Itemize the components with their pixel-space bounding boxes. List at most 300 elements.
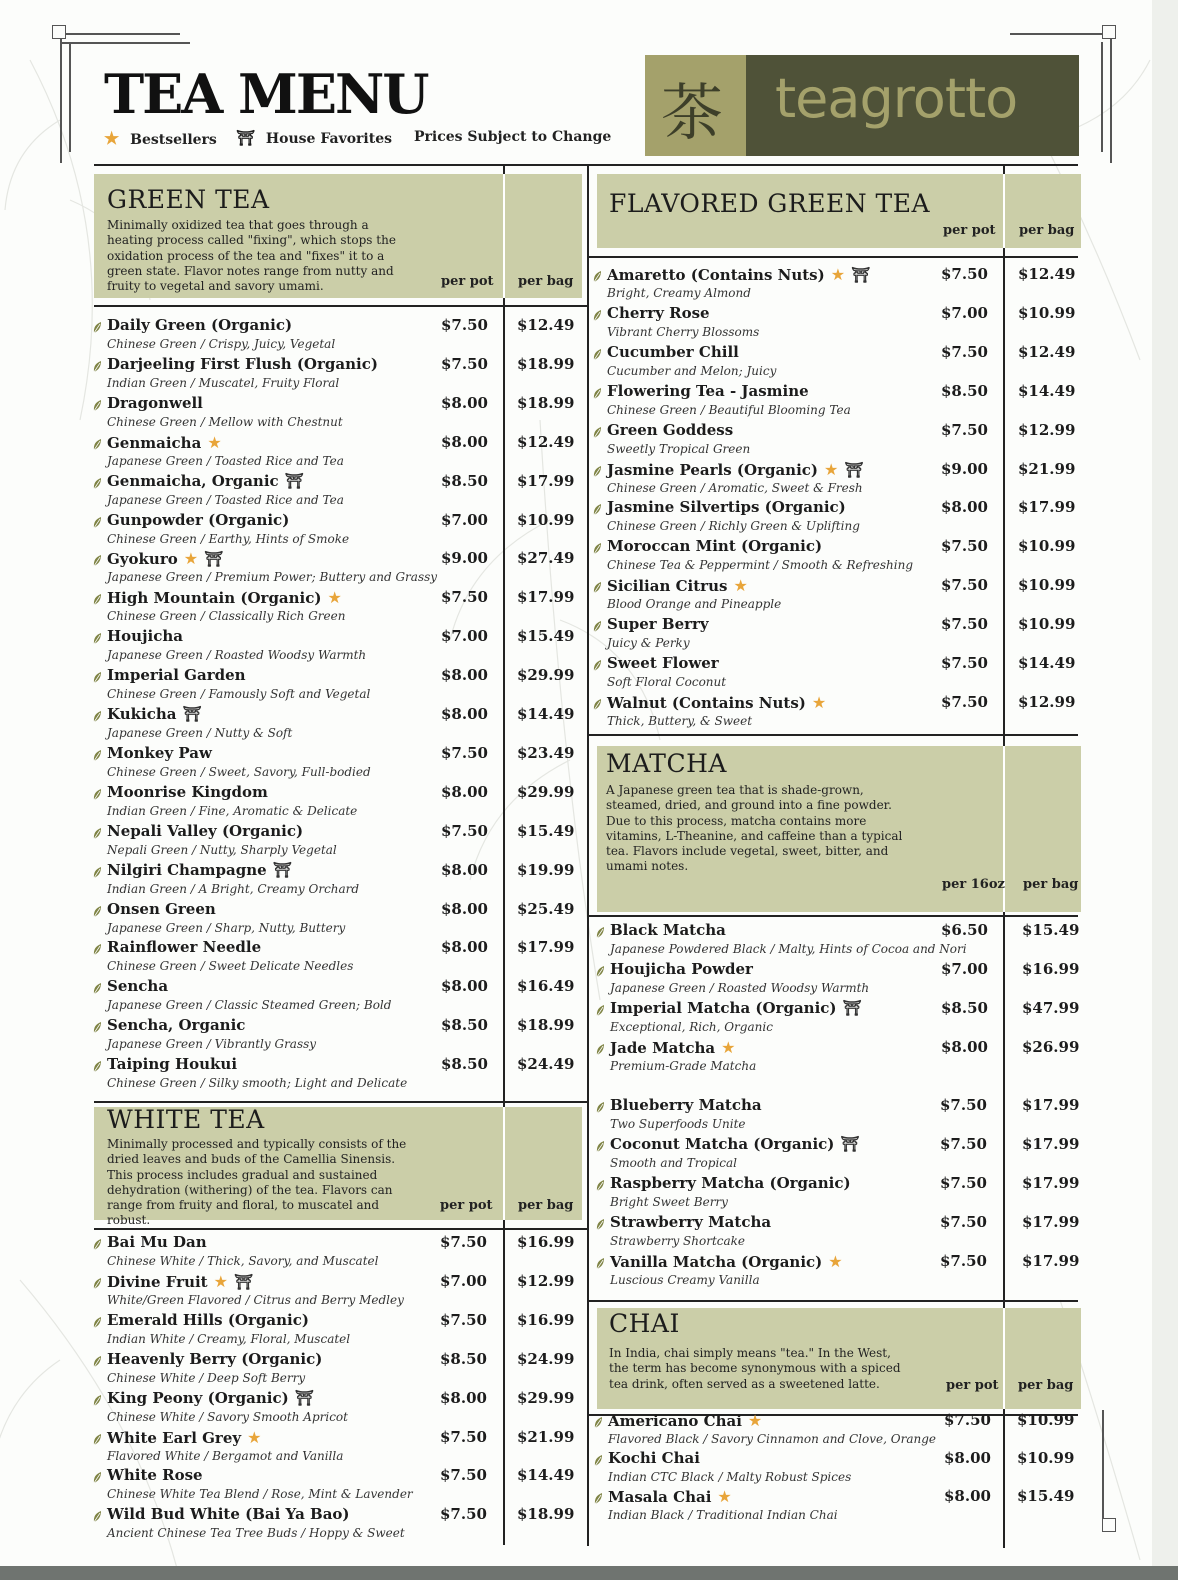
leaf-bullet-icon xyxy=(594,1490,603,1503)
leaf-bullet-icon xyxy=(593,346,602,359)
price-per-pot: $7.00 xyxy=(941,960,988,978)
price-per-bag: $17.99 xyxy=(1018,498,1076,516)
menu-item-description: Flavored Black / Savory Cinnamon and Clove, Orange xyxy=(608,1432,936,1446)
bestseller-star-icon: ★ xyxy=(247,1428,262,1447)
price-per-bag: $10.99 xyxy=(1018,576,1076,594)
price-per-bag: $23.49 xyxy=(517,744,575,762)
leaf-bullet-icon xyxy=(93,552,102,565)
bestseller-star-icon: ★ xyxy=(327,588,342,607)
price-per-pot: $7.00 xyxy=(440,1272,487,1290)
leaf-bullet-icon xyxy=(596,1138,605,1151)
menu-item-name: Wild Bud White (Bai Ya Bao) xyxy=(107,1505,350,1523)
center-divider xyxy=(587,164,589,1546)
menu-item-description: Japanese Powdered Black / Malty, Hints of Cocoa and Nori xyxy=(610,942,967,956)
leaf-bullet-icon xyxy=(596,1216,605,1229)
menu-item-name: Coconut Matcha (Organic) ⛩ xyxy=(610,1135,860,1153)
price-per-pot: $7.50 xyxy=(940,1213,987,1231)
legend-bestsellers: ★ Bestsellers xyxy=(104,129,217,149)
logo-tea-glyph-box xyxy=(645,55,746,156)
house-favorite-gate-icon: ⛩ xyxy=(851,266,871,284)
price-per-pot: $8.00 xyxy=(944,1449,991,1467)
leaf-bullet-icon xyxy=(93,475,102,488)
price-per-bag: $12.99 xyxy=(1018,693,1076,711)
menu-item-name: Genmaicha ★ xyxy=(107,433,222,452)
menu-item-description: Japanese Green / Roasted Woodsy Warmth xyxy=(107,648,367,662)
menu-item-description: Chinese Green / Sweet Delicate Needles xyxy=(107,959,354,973)
menu-item-name: Blueberry Matcha xyxy=(610,1096,762,1114)
price-per-pot: $8.50 xyxy=(441,1055,488,1073)
price-per-pot: $8.00 xyxy=(944,1487,991,1505)
menu-item-description: Indian Black / Traditional Indian Chai xyxy=(608,1508,838,1522)
menu-item-description: Smooth and Tropical xyxy=(610,1156,737,1170)
price-per-pot: $7.50 xyxy=(941,576,988,594)
menu-item-description: Exceptional, Rich, Organic xyxy=(610,1020,773,1034)
leaf-bullet-icon xyxy=(593,424,602,437)
price-per-pot: $8.50 xyxy=(441,472,488,490)
price-per-pot: $7.50 xyxy=(941,343,988,361)
header-divider xyxy=(94,164,1078,166)
price-per-bag: $12.99 xyxy=(1018,421,1076,439)
menu-item-name: Super Berry xyxy=(607,615,709,633)
menu-item-description: Sweetly Tropical Green xyxy=(607,442,751,456)
price-per-bag: $12.49 xyxy=(517,433,575,451)
leaf-bullet-icon xyxy=(93,1431,102,1444)
menu-item-name: Kukicha ⛩ xyxy=(107,705,202,723)
leaf-bullet-icon xyxy=(593,696,602,709)
menu-item-name: King Peony (Organic) ⛩ xyxy=(107,1389,314,1407)
white-tea-description: Minimally processed and typically consists of the dried leaves and buds of the Camellia Sinensis. This process includes gradual and sustained dehydration (withering) of the tea. Flavors can range from fruity and floral, to muscatel and robust. xyxy=(107,1137,407,1228)
menu-item-name: Daily Green (Organic) xyxy=(107,316,293,334)
leaf-bullet-icon xyxy=(93,1392,102,1405)
price-per-bag: $24.49 xyxy=(517,1055,575,1073)
menu-item-name: White Earl Grey ★ xyxy=(107,1428,262,1447)
legend-house-favorites: ⛩ House Favorites xyxy=(236,129,392,147)
menu-item-description: Bright Sweet Berry xyxy=(610,1195,728,1209)
price-per-pot: $7.50 xyxy=(441,822,488,840)
menu-item-description: Soft Floral Coconut xyxy=(607,675,727,689)
price-per-pot: $7.50 xyxy=(940,1174,987,1192)
menu-item-name: Sencha xyxy=(107,977,169,995)
price-per-pot: $9.00 xyxy=(441,549,488,567)
house-favorite-gate-icon: ⛩ xyxy=(272,861,292,879)
matcha-title: MATCHA xyxy=(606,749,727,778)
menu-item-name: Gyokuro ★ ⛩ xyxy=(107,549,224,568)
flavored-col-bag: per bag xyxy=(1019,223,1075,238)
menu-item-name: Masala Chai ★ xyxy=(608,1487,732,1506)
menu-item-name: Imperial Matcha (Organic) ⛩ xyxy=(610,999,862,1017)
chai-top-rule xyxy=(588,1300,1078,1302)
page-edge xyxy=(1152,0,1178,1580)
leaf-bullet-icon xyxy=(596,963,605,976)
flavored-header-split xyxy=(1003,174,1005,248)
leaf-bullet-icon xyxy=(594,1414,603,1427)
leaf-bullet-icon xyxy=(593,540,602,553)
price-per-bag: $10.99 xyxy=(1017,1449,1075,1467)
price-per-pot: $8.00 xyxy=(441,666,488,684)
menu-item-description: Chinese Green / Earthy, Hints of Smoke xyxy=(107,532,350,546)
bestseller-star-icon: ★ xyxy=(213,1272,228,1291)
bestseller-star-icon: ★ xyxy=(824,460,839,479)
price-per-pot: $8.00 xyxy=(441,861,488,879)
leaf-bullet-icon xyxy=(596,1002,605,1015)
house-favorite-gate-icon: ⛩ xyxy=(204,550,224,568)
menu-item-name: Flowering Tea - Jasmine xyxy=(607,382,809,400)
menu-item-name: Taiping Houkui xyxy=(107,1055,238,1073)
price-per-bag: $29.99 xyxy=(517,1389,575,1407)
price-per-bag: $24.99 xyxy=(517,1350,575,1368)
menu-item-description: Strawberry Shortcake xyxy=(610,1234,746,1248)
leaf-bullet-icon xyxy=(93,358,102,371)
leaf-bullet-icon xyxy=(93,669,102,682)
leaf-bullet-icon xyxy=(593,307,602,320)
menu-item-name: Kochi Chai xyxy=(608,1449,700,1467)
menu-item-name: Sencha, Organic xyxy=(107,1016,246,1034)
chai-col-bag: per bag xyxy=(1018,1378,1074,1393)
price-per-pot: $8.50 xyxy=(941,382,988,400)
price-per-bag: $10.99 xyxy=(1017,1411,1075,1429)
leaf-bullet-icon xyxy=(93,864,102,877)
white-header-split xyxy=(503,1107,505,1220)
leaf-bullet-icon xyxy=(93,708,102,721)
menu-item-description: Thick, Buttery, & Sweet xyxy=(607,714,753,728)
leaf-bullet-icon xyxy=(93,436,102,449)
price-per-bag: $18.99 xyxy=(517,1505,575,1523)
bestseller-star-icon: ★ xyxy=(733,576,748,595)
price-per-pot: $8.00 xyxy=(441,977,488,995)
leaf-bullet-icon xyxy=(93,1353,102,1366)
chai-col-pot: per pot xyxy=(946,1378,999,1393)
menu-item-description: Luscious Creamy Vanilla xyxy=(610,1273,760,1287)
bestseller-star-icon: ★ xyxy=(207,433,222,452)
menu-item-description: Chinese Green / Mellow with Chestnut xyxy=(107,415,343,429)
menu-item-name: Bai Mu Dan xyxy=(107,1233,207,1251)
menu-item-description: Juicy & Perky xyxy=(607,636,690,650)
flavored-column-divider xyxy=(1003,164,1005,734)
price-per-bag: $18.99 xyxy=(517,1016,575,1034)
menu-item-name: Amaretto (Contains Nuts) ★ ⛩ xyxy=(607,265,871,284)
menu-item-description: Chinese Tea & Peppermint / Smooth & Refreshing xyxy=(607,558,914,572)
menu-item-description: Japanese Green / Nutty & Soft xyxy=(107,726,293,740)
menu-item-name: High Mountain (Organic) ★ xyxy=(107,588,342,607)
menu-item-name: Americano Chai ★ xyxy=(608,1411,763,1430)
leaf-bullet-icon xyxy=(93,514,102,527)
menu-item-description: Japanese Green / Toasted Rice and Tea xyxy=(107,454,344,468)
price-per-bag: $18.99 xyxy=(517,394,575,412)
menu-item-description: Japanese Green / Vibrantly Grassy xyxy=(107,1037,317,1051)
menu-item-name: Heavenly Berry (Organic) xyxy=(107,1350,323,1368)
price-per-pot: $7.50 xyxy=(941,421,988,439)
price-per-pot: $8.00 xyxy=(941,498,988,516)
price-per-bag: $21.99 xyxy=(1018,460,1076,478)
menu-item-name: Raspberry Matcha (Organic) xyxy=(610,1174,851,1192)
leaf-bullet-icon xyxy=(93,825,102,838)
price-per-bag: $21.99 xyxy=(517,1428,575,1446)
price-per-bag: $12.49 xyxy=(1018,265,1076,283)
green-tea-header-rule xyxy=(94,305,588,307)
tea-character-icon: 茶 xyxy=(661,76,724,149)
menu-item-description: Chinese Green / Sweet, Savory, Full-bodied xyxy=(107,765,371,779)
menu-item-description: Nepali Green / Nutty, Sharply Vegetal xyxy=(107,843,337,857)
menu-item-name: Strawberry Matcha xyxy=(610,1213,772,1231)
menu-item-description: Chinese White / Thick, Savory, and Muscatel xyxy=(107,1254,379,1268)
price-per-bag: $47.99 xyxy=(1022,999,1080,1017)
price-per-pot: $7.50 xyxy=(940,1096,987,1114)
house-favorite-gate-icon: ⛩ xyxy=(842,999,862,1017)
menu-item-description: Cucumber and Melon; Juicy xyxy=(607,364,777,378)
price-per-bag: $17.99 xyxy=(1022,1096,1080,1114)
menu-item-name: Vanilla Matcha (Organic) ★ xyxy=(610,1252,843,1271)
price-per-pot: $8.00 xyxy=(441,394,488,412)
leaf-bullet-icon xyxy=(93,980,102,993)
menu-item-name: Onsen Green xyxy=(107,900,216,918)
leaf-bullet-icon xyxy=(593,463,602,476)
flavored-header-rule xyxy=(588,256,1078,258)
price-per-bag: $26.99 xyxy=(1022,1038,1080,1056)
price-per-pot: $7.50 xyxy=(440,1233,487,1251)
green-tea-title: GREEN TEA xyxy=(107,185,270,214)
price-per-bag: $17.99 xyxy=(517,938,575,956)
price-per-bag: $17.99 xyxy=(1022,1213,1080,1231)
green-tea-col-pot: per pot xyxy=(441,274,494,289)
menu-item-name: Imperial Garden xyxy=(107,666,246,684)
menu-item-description: White/Green Flavored / Citrus and Berry Medley xyxy=(107,1293,404,1307)
price-per-bag: $15.49 xyxy=(517,822,575,840)
menu-item-description: Two Superfoods Unite xyxy=(610,1117,746,1131)
price-per-pot: $8.00 xyxy=(941,1038,988,1056)
price-per-pot: $8.00 xyxy=(441,433,488,451)
price-per-bag: $15.49 xyxy=(1022,921,1080,939)
house-favorite-gate-icon: ⛩ xyxy=(182,705,202,723)
menu-item-description: Chinese White / Deep Soft Berry xyxy=(107,1371,306,1385)
menu-item-description: Japanese Green / Roasted Woodsy Warmth xyxy=(610,981,870,995)
menu-item-description: Chinese Green / Crispy, Juicy, Vegetal xyxy=(107,337,336,351)
flavored-col-pot: per pot xyxy=(943,223,996,238)
price-per-bag: $10.99 xyxy=(517,511,575,529)
menu-item-name: Nilgiri Champagne ⛩ xyxy=(107,861,292,879)
price-per-bag: $15.49 xyxy=(1017,1487,1075,1505)
leaf-bullet-icon xyxy=(596,1099,605,1112)
leaf-bullet-icon xyxy=(93,1019,102,1032)
house-favorite-gate-icon: ⛩ xyxy=(284,472,304,490)
price-per-pot: $8.00 xyxy=(441,705,488,723)
bestseller-star-icon: ★ xyxy=(717,1487,732,1506)
bestseller-star-icon: ★ xyxy=(828,1252,843,1271)
price-per-pot: $7.50 xyxy=(440,1505,487,1523)
menu-item-name: Black Matcha xyxy=(610,921,726,939)
menu-item-description: Indian Green / A Bright, Creamy Orchard xyxy=(107,882,360,896)
leaf-bullet-icon xyxy=(93,1236,102,1249)
price-per-bag: $12.49 xyxy=(517,316,575,334)
menu-item-name: White Rose xyxy=(107,1466,203,1484)
leaf-bullet-icon xyxy=(93,397,102,410)
price-per-bag: $17.99 xyxy=(1022,1252,1080,1270)
leaf-bullet-icon xyxy=(593,268,602,281)
menu-item-name: Walnut (Contains Nuts) ★ xyxy=(607,693,827,712)
menu-item-name: Moonrise Kingdom xyxy=(107,783,268,801)
price-per-bag: $17.99 xyxy=(1022,1174,1080,1192)
matcha-header-rule xyxy=(588,915,1078,917)
menu-item-name: Jade Matcha ★ xyxy=(610,1038,736,1057)
leaf-bullet-icon xyxy=(93,1058,102,1071)
price-per-pot: $7.50 xyxy=(441,744,488,762)
torii-gate-icon: ⛩ xyxy=(236,129,256,147)
price-per-pot: $8.50 xyxy=(441,1016,488,1034)
price-per-pot: $7.50 xyxy=(440,1311,487,1329)
price-per-pot: $7.50 xyxy=(941,693,988,711)
leaf-bullet-icon xyxy=(93,747,102,760)
menu-item-description: Japanese Green / Classic Steamed Green; Bold xyxy=(107,998,392,1012)
menu-item-description: Chinese Green / Silky smooth; Light and Delicate xyxy=(107,1076,408,1090)
menu-item-name: Darjeeling First Flush (Organic) xyxy=(107,355,378,373)
bestseller-star-icon: ★ xyxy=(721,1038,736,1057)
menu-item-name: Divine Fruit ★ ⛩ xyxy=(107,1272,254,1291)
menu-item-name: Jasmine Pearls (Organic) ★ ⛩ xyxy=(607,460,864,479)
leaf-bullet-icon xyxy=(593,501,602,514)
menu-item-description: Indian Green / Muscatel, Fruity Floral xyxy=(107,376,340,390)
menu-item-description: Vibrant Cherry Blossoms xyxy=(607,325,760,339)
leaf-bullet-icon xyxy=(93,941,102,954)
matcha-description: A Japanese green tea that is shade-grown, steamed, dried, and ground into a fine powder. Due to this process, matcha contains more vitamins, L-Theanine, and caffeine than a typical tea. Flavors include vegetal, sweet, bitter, and umami notes. xyxy=(606,783,903,874)
price-per-bag: $16.49 xyxy=(517,977,575,995)
chai-title: CHAI xyxy=(609,1309,680,1338)
leaf-bullet-icon xyxy=(596,924,605,937)
menu-item-name: Cherry Rose xyxy=(607,304,710,322)
menu-item-name: Nepali Valley (Organic) xyxy=(107,822,304,840)
white-tea-col-pot: per pot xyxy=(440,1198,493,1213)
white-tea-top-rule xyxy=(94,1101,588,1103)
star-icon: ★ xyxy=(104,129,120,149)
menu-item-name: Houjicha Powder xyxy=(610,960,753,978)
menu-item-description: Blood Orange and Pineapple xyxy=(607,597,782,611)
menu-item-name: Jasmine Silvertips (Organic) xyxy=(607,498,846,516)
bestseller-star-icon: ★ xyxy=(183,549,199,568)
price-per-bag: $27.49 xyxy=(517,549,575,567)
price-per-bag: $18.99 xyxy=(517,355,575,373)
menu-item-description: Chinese White / Savory Smooth Apricot xyxy=(107,1410,348,1424)
menu-item-description: Japanese Green / Sharp, Nutty, Buttery xyxy=(107,921,346,935)
price-per-bag: $14.49 xyxy=(1018,382,1076,400)
legend-prices-note: Prices Subject to Change xyxy=(414,129,612,145)
menu-item-description: Japanese Green / Toasted Rice and Tea xyxy=(107,493,344,507)
house-favorite-gate-icon: ⛩ xyxy=(233,1273,254,1291)
price-per-pot: $8.00 xyxy=(441,900,488,918)
menu-item-name: Dragonwell xyxy=(107,394,203,412)
price-per-pot: $9.00 xyxy=(941,460,988,478)
price-per-pot: $8.00 xyxy=(441,783,488,801)
bestseller-star-icon: ★ xyxy=(747,1411,763,1430)
menu-item-description: Chinese White Tea Blend / Rose, Mint & Lavender xyxy=(107,1487,413,1501)
menu-item-name: Emerald Hills (Organic) xyxy=(107,1311,309,1329)
price-per-pot: $7.50 xyxy=(940,1135,987,1153)
price-per-pot: $6.50 xyxy=(941,921,988,939)
menu-item-description: Chinese Green / Aromatic, Sweet & Fresh xyxy=(607,481,863,495)
leaf-bullet-icon xyxy=(93,630,102,643)
price-per-pot: $7.50 xyxy=(441,588,488,606)
bestseller-star-icon: ★ xyxy=(811,693,827,712)
house-favorite-gate-icon: ⛩ xyxy=(294,1389,314,1407)
price-per-bag: $17.99 xyxy=(517,588,575,606)
flavored-green-title: FLAVORED GREEN TEA xyxy=(609,189,931,218)
menu-item-name: Gunpowder (Organic) xyxy=(107,511,290,529)
leaf-bullet-icon xyxy=(596,1041,605,1054)
price-per-bag: $10.99 xyxy=(1018,537,1076,555)
leaf-bullet-icon xyxy=(593,579,602,592)
menu-item-description: Bright, Creamy Almond xyxy=(607,286,751,300)
price-per-pot: $7.00 xyxy=(941,304,988,322)
white-tea-title: WHITE TEA xyxy=(107,1105,265,1134)
menu-item-description: Indian Green / Fine, Aromatic & Delicate xyxy=(107,804,358,818)
white-tea-col-bag: per bag xyxy=(518,1198,574,1213)
menu-item-description: Chinese Green / Beautiful Blooming Tea xyxy=(607,403,851,417)
price-per-bag: $10.99 xyxy=(1018,615,1076,633)
matcha-top-rule xyxy=(588,734,1078,736)
price-per-bag: $16.99 xyxy=(517,1311,575,1329)
price-per-bag: $15.49 xyxy=(517,627,575,645)
matcha-col-bag: per bag xyxy=(1023,877,1079,892)
leaf-bullet-icon xyxy=(593,385,602,398)
price-per-pot: $7.50 xyxy=(941,265,988,283)
price-per-pot: $7.50 xyxy=(441,316,488,334)
price-per-bag: $25.49 xyxy=(517,900,575,918)
price-per-bag: $10.99 xyxy=(1018,304,1076,322)
price-per-pot: $8.50 xyxy=(941,999,988,1017)
leaf-bullet-icon xyxy=(596,1255,605,1268)
price-per-pot: $7.00 xyxy=(441,627,488,645)
menu-item-name: Sweet Flower xyxy=(607,654,719,672)
price-per-pot: $7.50 xyxy=(441,355,488,373)
price-per-bag: $16.99 xyxy=(517,1233,575,1251)
menu-item-description: Chinese Green / Classically Rich Green xyxy=(107,609,346,623)
chai-description: In India, chai simply means "tea." In the West, the term has become synonymous with a spiced tea drink, often served as a sweetened latte. xyxy=(609,1346,901,1391)
logo-wordmark: teagrotto xyxy=(775,67,1018,130)
price-per-pot: $7.50 xyxy=(941,537,988,555)
price-per-pot: $7.50 xyxy=(941,615,988,633)
price-per-bag: $29.99 xyxy=(517,666,575,684)
leaf-bullet-icon xyxy=(93,1469,102,1482)
green-tea-description: Minimally oxidized tea that goes through a heating process called "fixing", which stops the oxidation process of the tea and "fixes" it to a green state. Flavor notes range from nutty and fruity to vegetal and savory umami. xyxy=(107,218,396,294)
price-per-bag: $19.99 xyxy=(517,861,575,879)
menu-item-name: Houjicha xyxy=(107,627,183,645)
leaf-bullet-icon xyxy=(93,786,102,799)
price-per-pot: $7.50 xyxy=(440,1466,487,1484)
price-per-bag: $12.99 xyxy=(517,1272,575,1290)
leaf-bullet-icon xyxy=(93,1314,102,1327)
menu-item-description: Chinese Green / Famously Soft and Vegetal xyxy=(107,687,371,701)
leaf-bullet-icon xyxy=(596,1177,605,1190)
chai-header-split xyxy=(1003,1308,1005,1409)
menu-item-description: Chinese Green / Richly Green & Uplifting xyxy=(607,519,860,533)
menu-item-description: Japanese Green / Premium Power; Buttery and Grassy xyxy=(107,570,438,584)
house-favorite-gate-icon: ⛩ xyxy=(840,1135,860,1153)
price-per-pot: $8.00 xyxy=(440,1389,487,1407)
price-per-pot: $7.50 xyxy=(944,1411,991,1429)
leaf-bullet-icon xyxy=(93,1508,102,1521)
matcha-col-cup: per 16oz xyxy=(942,877,1005,892)
leaf-bullet-icon xyxy=(93,903,102,916)
menu-item-name: Moroccan Mint (Organic) xyxy=(607,537,823,555)
menu-item-description: Flavored White / Bergamot and Vanilla xyxy=(107,1449,344,1463)
leaf-bullet-icon xyxy=(593,618,602,631)
price-per-bag: $16.99 xyxy=(1022,960,1080,978)
price-per-bag: $17.99 xyxy=(1022,1135,1080,1153)
price-per-pot: $8.50 xyxy=(440,1350,487,1368)
price-per-bag: $14.49 xyxy=(517,705,575,723)
page-bottom-edge xyxy=(0,1566,1178,1580)
price-per-bag: $17.99 xyxy=(517,472,575,490)
price-per-pot: $7.50 xyxy=(940,1252,987,1270)
price-per-pot: $7.00 xyxy=(441,511,488,529)
leaf-bullet-icon xyxy=(593,657,602,670)
